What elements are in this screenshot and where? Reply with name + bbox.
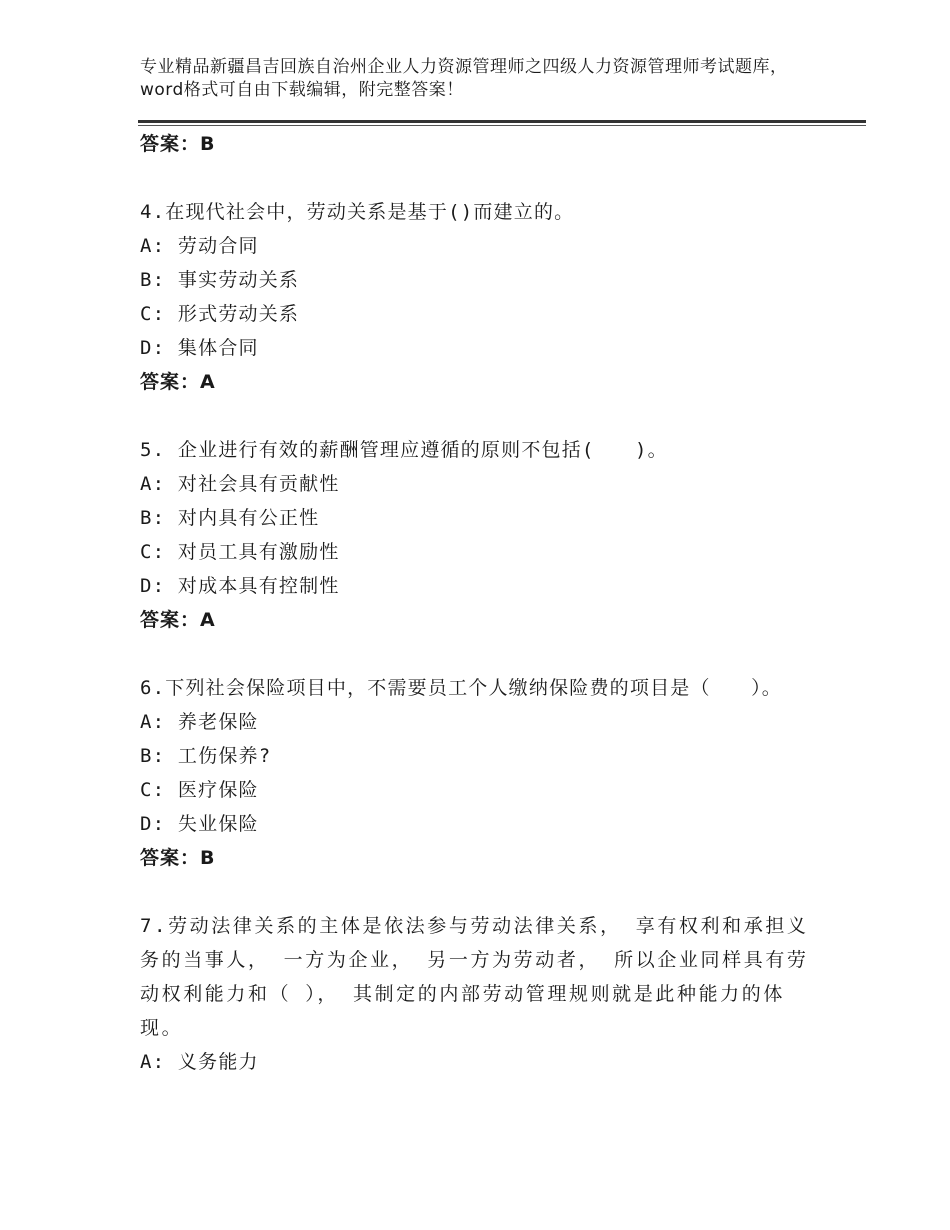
option-c: C: 形式劳动关系 xyxy=(140,303,300,325)
option-d: D: 集体合同 xyxy=(140,337,259,359)
option-a: A: 对社会具有贡献性 xyxy=(140,473,340,495)
question-list xyxy=(140,127,820,1079)
option-a: A: 养老保险 xyxy=(140,711,259,733)
question-text: 7.劳动法律关系的主体是依法参与劳动法律关系， 享有权利和承担义务的当事人， 一方为企业， 另一方为劳动者， 所以企业同样具有劳动权利能力和（ ）， 其制定的内部劳动管理规则就是此种能力的体现。 xyxy=(140,915,809,1039)
question-text: 5. 企业进行有效的薪酬管理应遵循的原则不包括( )。 xyxy=(140,439,668,461)
question-text: 4.在现代社会中，劳动关系是基于()而建立的。 xyxy=(140,201,575,223)
option-b: B: 工伤保养? xyxy=(140,745,272,767)
question-item xyxy=(140,195,820,399)
option-a: A: 劳动合同 xyxy=(140,235,259,257)
question-answer: 答案：A xyxy=(140,371,216,393)
option-d: D: 失业保险 xyxy=(140,813,259,835)
header-divider xyxy=(138,120,866,123)
question-item xyxy=(140,909,820,1079)
option-d: D: 对成本具有控制性 xyxy=(140,575,340,597)
option-c: C: 医疗保险 xyxy=(140,779,259,801)
document-header: 专业精品新疆昌吉回族自治州企业人力资源管理师之四级人力资源管理师考试题库，word格式可自由下载编辑，附完整答案！ xyxy=(140,57,788,100)
option-a: A: 义务能力 xyxy=(140,1051,259,1073)
option-b: B: 事实劳动关系 xyxy=(140,269,300,291)
question-answer: 答案：A xyxy=(140,609,216,631)
option-c: C: 对员工具有激励性 xyxy=(140,541,340,563)
question-answer: 答案：B xyxy=(140,847,216,869)
header-divider-thin xyxy=(138,125,866,126)
question-text: 6.下列社会保险项目中，不需要员工个人缴纳保险费的项目是（ ）。 xyxy=(140,677,782,699)
option-b: B: 对内具有公正性 xyxy=(140,507,320,529)
question-item xyxy=(140,671,820,875)
question-item xyxy=(140,433,820,637)
previous-answer: 答案：B xyxy=(140,133,216,155)
